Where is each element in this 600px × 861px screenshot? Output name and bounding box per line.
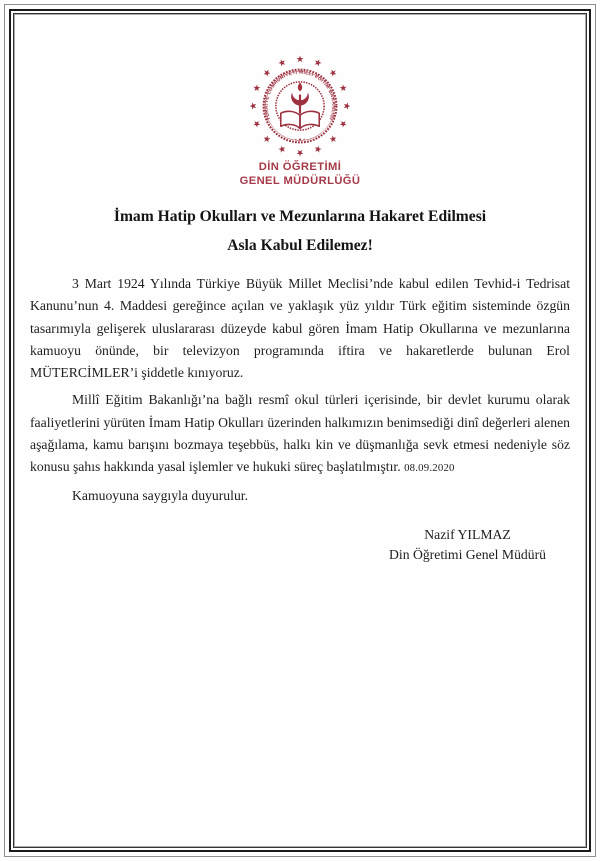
- org-name: [30, 160, 570, 188]
- document-date: 08.09.2020: [404, 462, 455, 475]
- signatory-title: Din Öğretimi Genel Müdürü: [389, 546, 546, 562]
- body-paragraph-3: Kamuoyuna saygıyla duyurulur.: [72, 487, 249, 503]
- document-title-line2: Asla Kabul Edilemez!: [227, 237, 373, 254]
- document-title: [30, 202, 570, 260]
- org-name-line2: GENEL MÜDÜRLÜĞÜ: [239, 175, 361, 187]
- body-paragraph-2: [30, 389, 570, 479]
- emblem-bottom-star-ornament-icon: • ★ •: [295, 136, 305, 142]
- letterhead: [30, 54, 570, 188]
- letter-body: [30, 273, 570, 565]
- body-paragraph-1: 3 Mart 1924 Yılında Türkiye Büyük Millet Meclisi’nde kabul edilen Tevhid-i Tedrisat Kanunu’nun 4. Maddesi gereğince açılan ve yaklaşık yüz yıldır Türk eğitim sisteminde özgün tasarımıyla gelişerek uluslararası düzeyde kabul gören İmam Hatip Okullarına ve mezunlarına kamuoyu önünde, bir televizyon programında iftira ve hakaretlerde bulunan Erol MÜTERCİMLER’i şiddetle kınıyoruz.: [30, 276, 570, 381]
- emblem-flame-icon: [298, 82, 302, 91]
- document-title-line1: İmam Hatip Okulları ve Mezunlarına Hakaret Edilmesi: [113, 208, 487, 225]
- meb-ministry-emblem-icon: [248, 54, 352, 158]
- org-name-line1: DİN ÖĞRETİMİ: [258, 161, 342, 173]
- signatory-name: Nazif YILMAZ: [424, 526, 511, 542]
- body-paragraph-2-text: Millî Eğitim Bakanlığı’na bağlı resmî okul türleri içerisinde, bir devlet kurumu olarak faaliyetlerini yürüten İmam Hatip Okulları üzerinden halkımızın benimsediği dinî değerleri alenen aşağılama, kamu barışını bozmaya teşebbüs, halkı kin ve düşmanlığa sevk etmesi nedeniyle söz konusu şahıs hakkında yasal işlemler ve hukuki süreç başlatılmıştır.: [30, 392, 570, 475]
- signature-block: [389, 525, 546, 565]
- letter-content: [15, 15, 585, 846]
- emblem-ring-text: TÜRKİYE CUMHURİYETİ MİLLÎ EĞİTİM BAKANLIĞI: [264, 70, 336, 121]
